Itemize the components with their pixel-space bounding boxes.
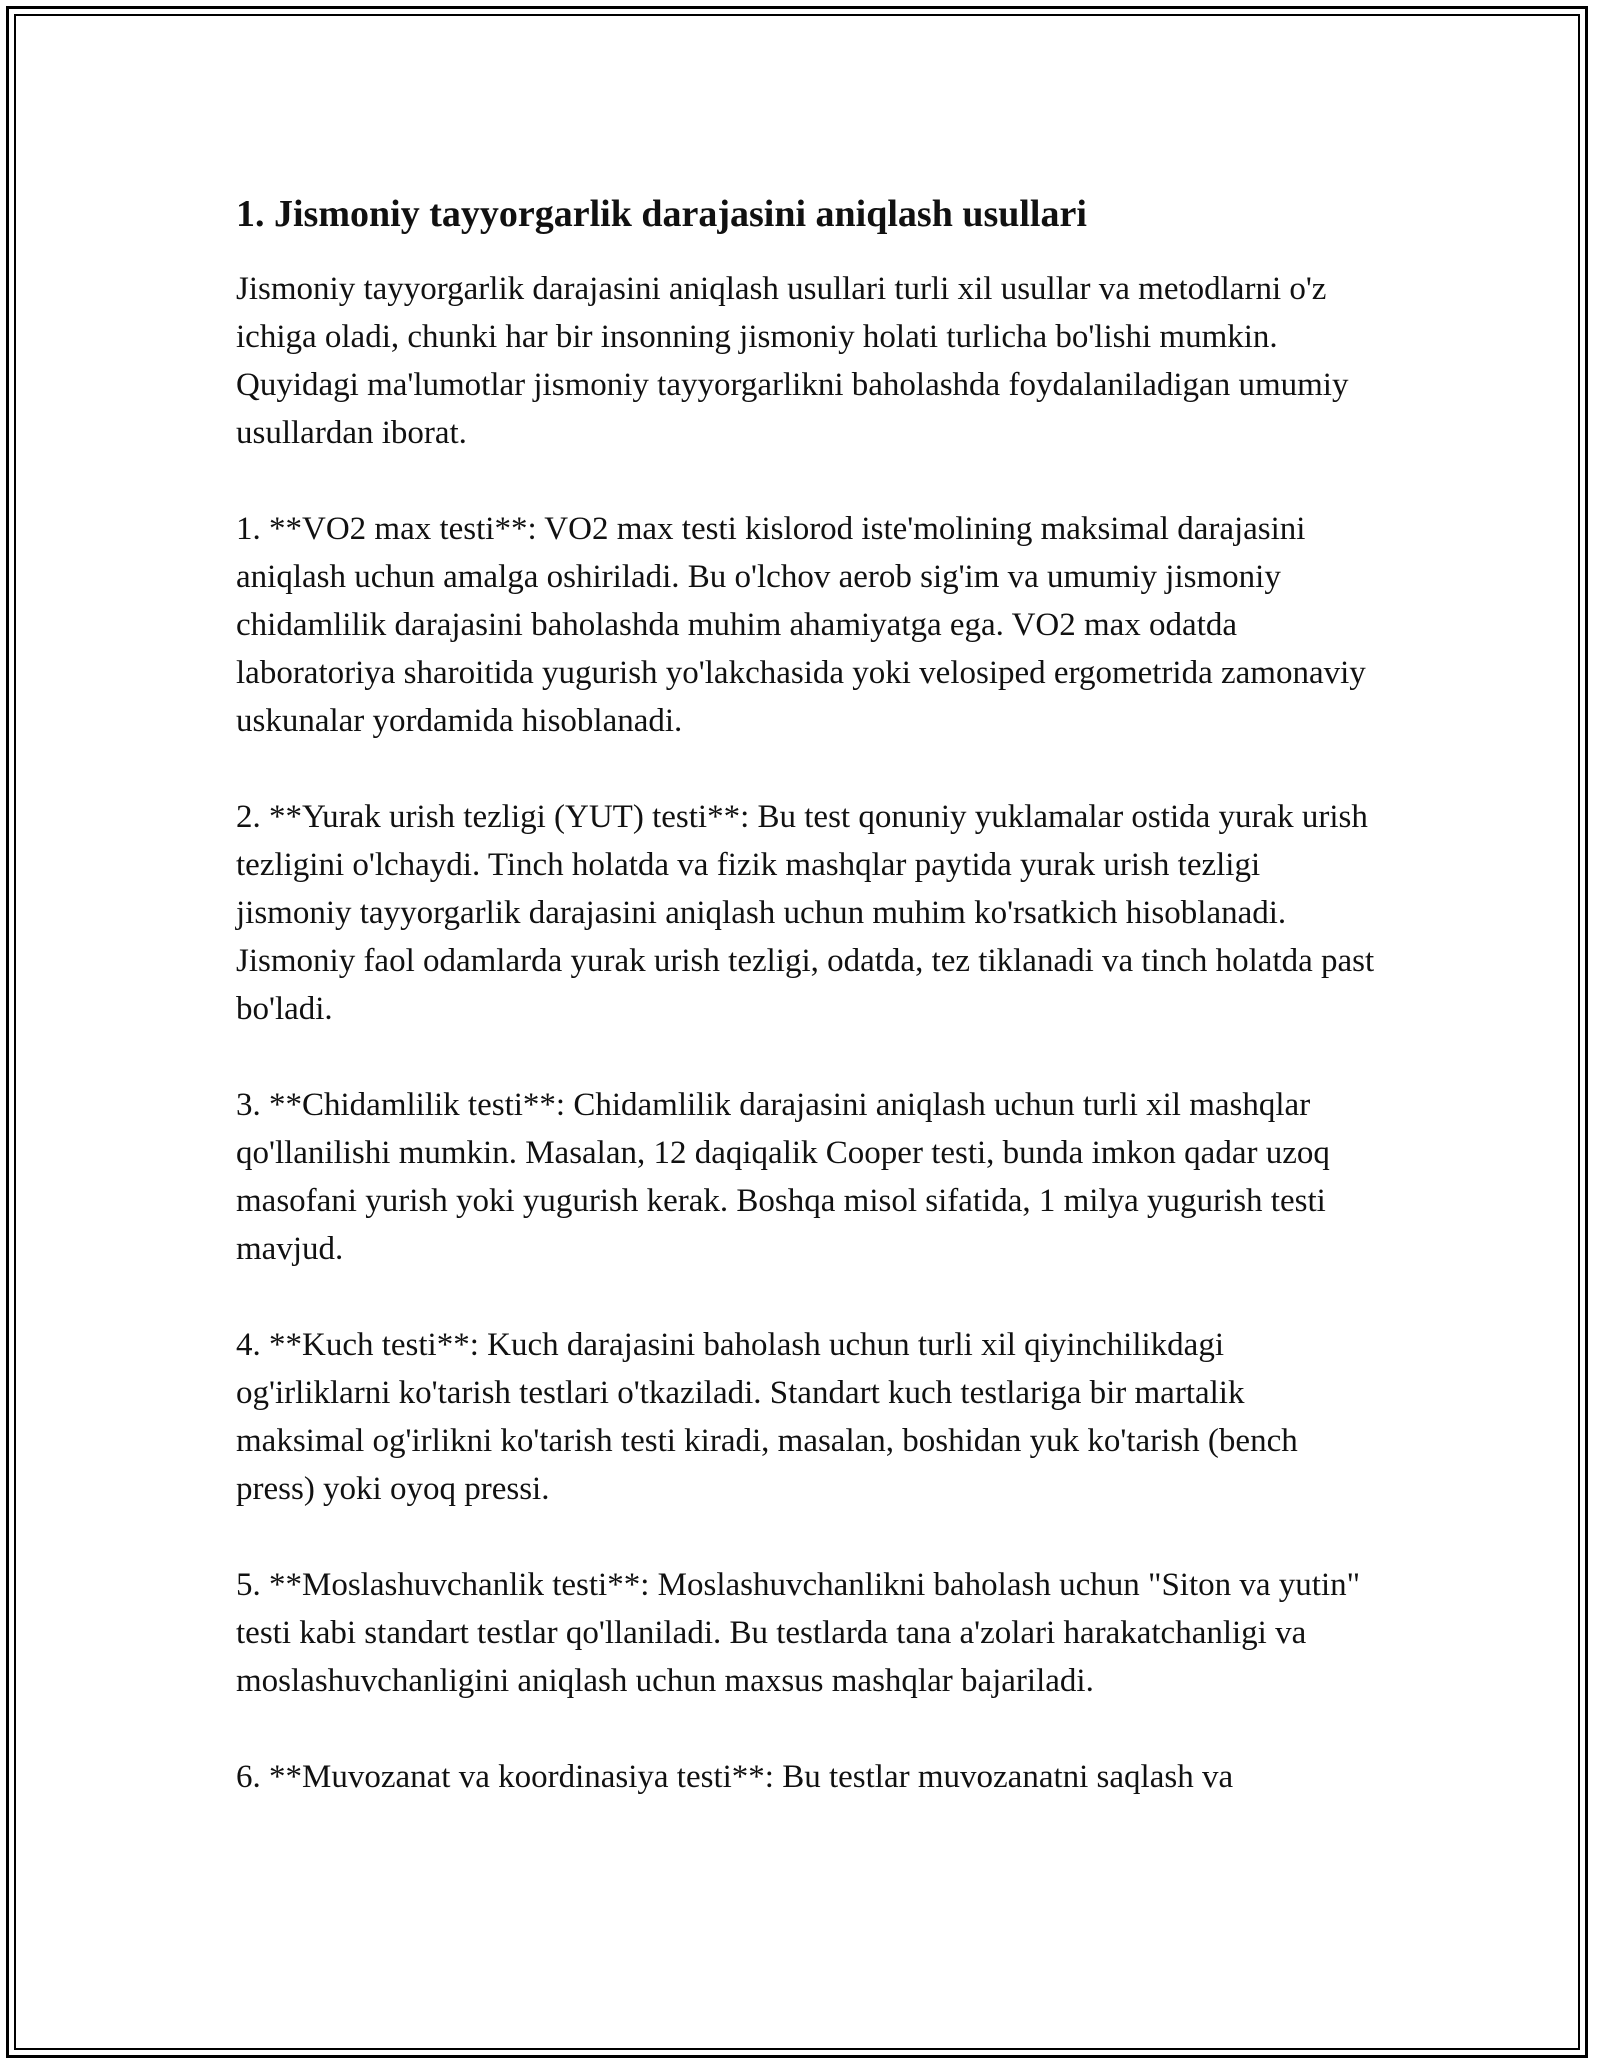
paragraph-vo2-max: 1. **VO2 max testi**: VO2 max testi kislorod iste'molining maksimal darajasini aniqlash uchun amalga oshiriladi. Bu o'lchov aerob sig'im va umumiy jismoniy chidamlilik darajasini baholashda muhim ahamiyatga ega. VO2 max odatda laboratoriya sharoitida yugurish yo'lakchasida yoki velosiped ergometrida zamonaviy uskunalar yordamida hisoblanadi. (236, 511, 1366, 739)
paragraph-heart-rate: 2. **Yurak urish tezligi (YUT) testi**: Bu test qonuniy yuklamalar ostida yurak urish tezligini o'lchaydi. Tinch holatda va fizik mashqlar paytida yurak urish tezligi jismoniy tayyorgarlik darajasini aniqlash uchun muhim ko'rsatkich hisoblanadi. Jismoniy faol odamlarda yurak urish tezligi, odatda, tez tiklanadi va tinch holatda past bo'ladi. (236, 799, 1375, 1027)
paragraph-flexibility: 5. **Moslashuvchanlik testi**: Moslashuvchanlikni baholash uchun "Siton va yutin" testi kabi standart testlar qo'llaniladi. Bu testlarda tana a'zolari harakatchanligi va moslashuvchanligini aniqlash uchun maxsus mashqlar bajariladi. (236, 1567, 1361, 1699)
document-body (236, 183, 1376, 1849)
section-heading: 1. Jismoniy tayyorgarlik darajasini aniqlash usullari (236, 193, 1087, 235)
paragraph-balance: 6. **Muvozanat va koordinasiya testi**: Bu testlar muvozanatni saqlash va (236, 1759, 1234, 1795)
intro-paragraph: Jismoniy tayyorgarlik darajasini aniqlash usullari turli xil usullar va metodlarni o'z ichiga oladi, chunki har bir insonning jismoniy holati turlicha bo'lishi mumkin. Quyidagi ma'lumotlar jismoniy tayyorgarlikni baholashda foydalaniladigan umumiy usullardan iborat. (236, 271, 1349, 451)
paragraph-endurance: 3. **Chidamlilik testi**: Chidamlilik darajasini aniqlash uchun turli xil mashqlar qo'llanilishi mumkin. Masalan, 12 daqiqalik Cooper testi, bunda imkon qadar uzoq masofani yurish yoki yugurish kerak. Boshqa misol sifatida, 1 milya yugurish testi mavjud. (236, 1087, 1330, 1267)
paragraph-strength: 4. **Kuch testi**: Kuch darajasini baholash uchun turli xil qiyinchilikdagi og'irliklarni ko'tarish testlari o'tkaziladi. Standart kuch testlariga bir martalik maksimal og'irlikni ko'tarish testi kiradi, masalan, boshidan yuk ko'tarish (bench press) yoki oyoq pressi. (236, 1327, 1298, 1507)
